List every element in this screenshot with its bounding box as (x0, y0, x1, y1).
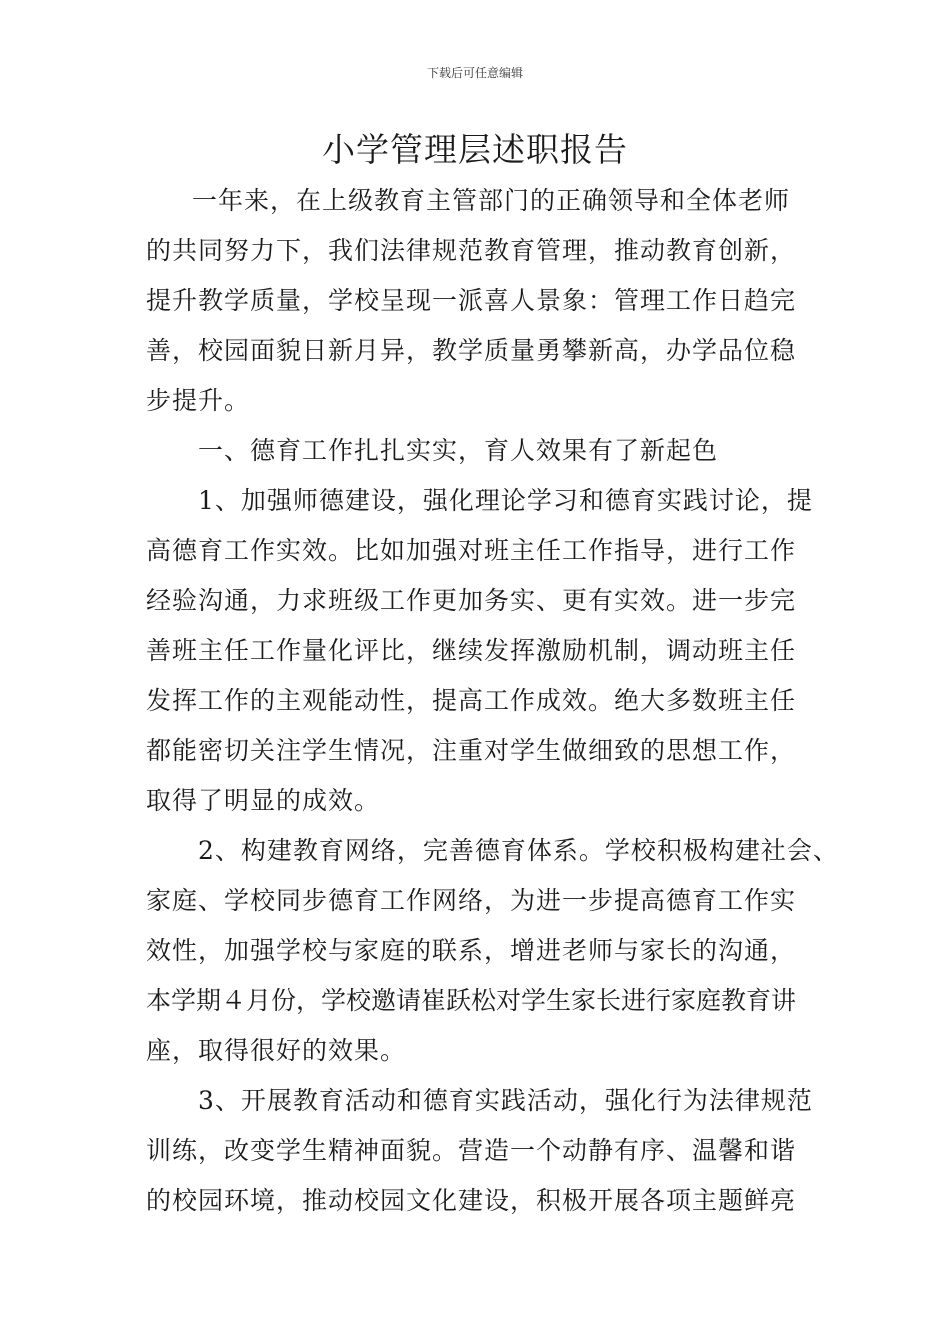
document-body (146, 176, 839, 1226)
paragraph-line: 经验沟通，力求班级工作更加务实、更有实效。进一步完 (146, 586, 797, 615)
paragraph-line: 提升教学质量，学校呈现一派喜人景象：管理工作日趋完 (146, 286, 797, 315)
paragraph-line: 2、构建教育网络，完善德育体系。学校积极构建社会、 (198, 836, 839, 865)
paragraph-line: 善班主任工作量化评比，继续发挥激励机制，调动班主任 (146, 636, 797, 665)
paragraph-line: 效性，加强学校与家庭的联系，增进老师与家长的沟通， (146, 936, 797, 965)
paragraph-line: 1、加强师德建设，强化理论学习和德育实践讨论，提 (198, 486, 813, 515)
paragraph-line: 的校园环境，推动校园文化建设，积极开展各项主题鲜亮 (146, 1186, 797, 1215)
paragraph-line: 一年来，在上级教育主管部门的正确领导和全体老师 (192, 186, 791, 215)
paragraph-line: 都能密切关注学生情况，注重对学生做细致的思想工作， (146, 736, 797, 765)
paragraph-line: 取得了明显的成效。 (146, 786, 381, 815)
paragraph-line: 本学期４月份，学校邀请崔跃松对学生家长进行家庭教育讲 (146, 986, 797, 1015)
paragraph-line: 座，取得很好的效果。 (146, 1036, 407, 1065)
paragraph-line: 的共同努力下，我们法律规范教育管理，推动教育创新， (146, 236, 797, 265)
paragraph-line: 步提升。 (146, 386, 251, 415)
document-title: 小学管理层述职报告 (322, 130, 628, 169)
header-note: 下载后可任意编辑 (426, 66, 523, 80)
paragraph-line: 善，校园面貌日新月异，教学质量勇攀新高，办学品位稳 (146, 336, 797, 365)
paragraph-line: 家庭、学校同步德育工作网络，为进一步提高德育工作实 (146, 886, 797, 915)
paragraph-line: 高德育工作实效。比如加强对班主任工作指导，进行工作 (146, 536, 797, 565)
section-heading: 一、德育工作扎扎实实，育人效果有了新起色 (198, 436, 719, 465)
paragraph-line: 发挥工作的主观能动性，提高工作成效。绝大多数班主任 (146, 686, 797, 715)
paragraph-line: 3、开展教育活动和德育实践活动，强化行为法律规范 (198, 1086, 813, 1115)
paragraph-line: 训练，改变学生精神面貌。营造一个动静有序、温馨和谐 (146, 1136, 797, 1165)
